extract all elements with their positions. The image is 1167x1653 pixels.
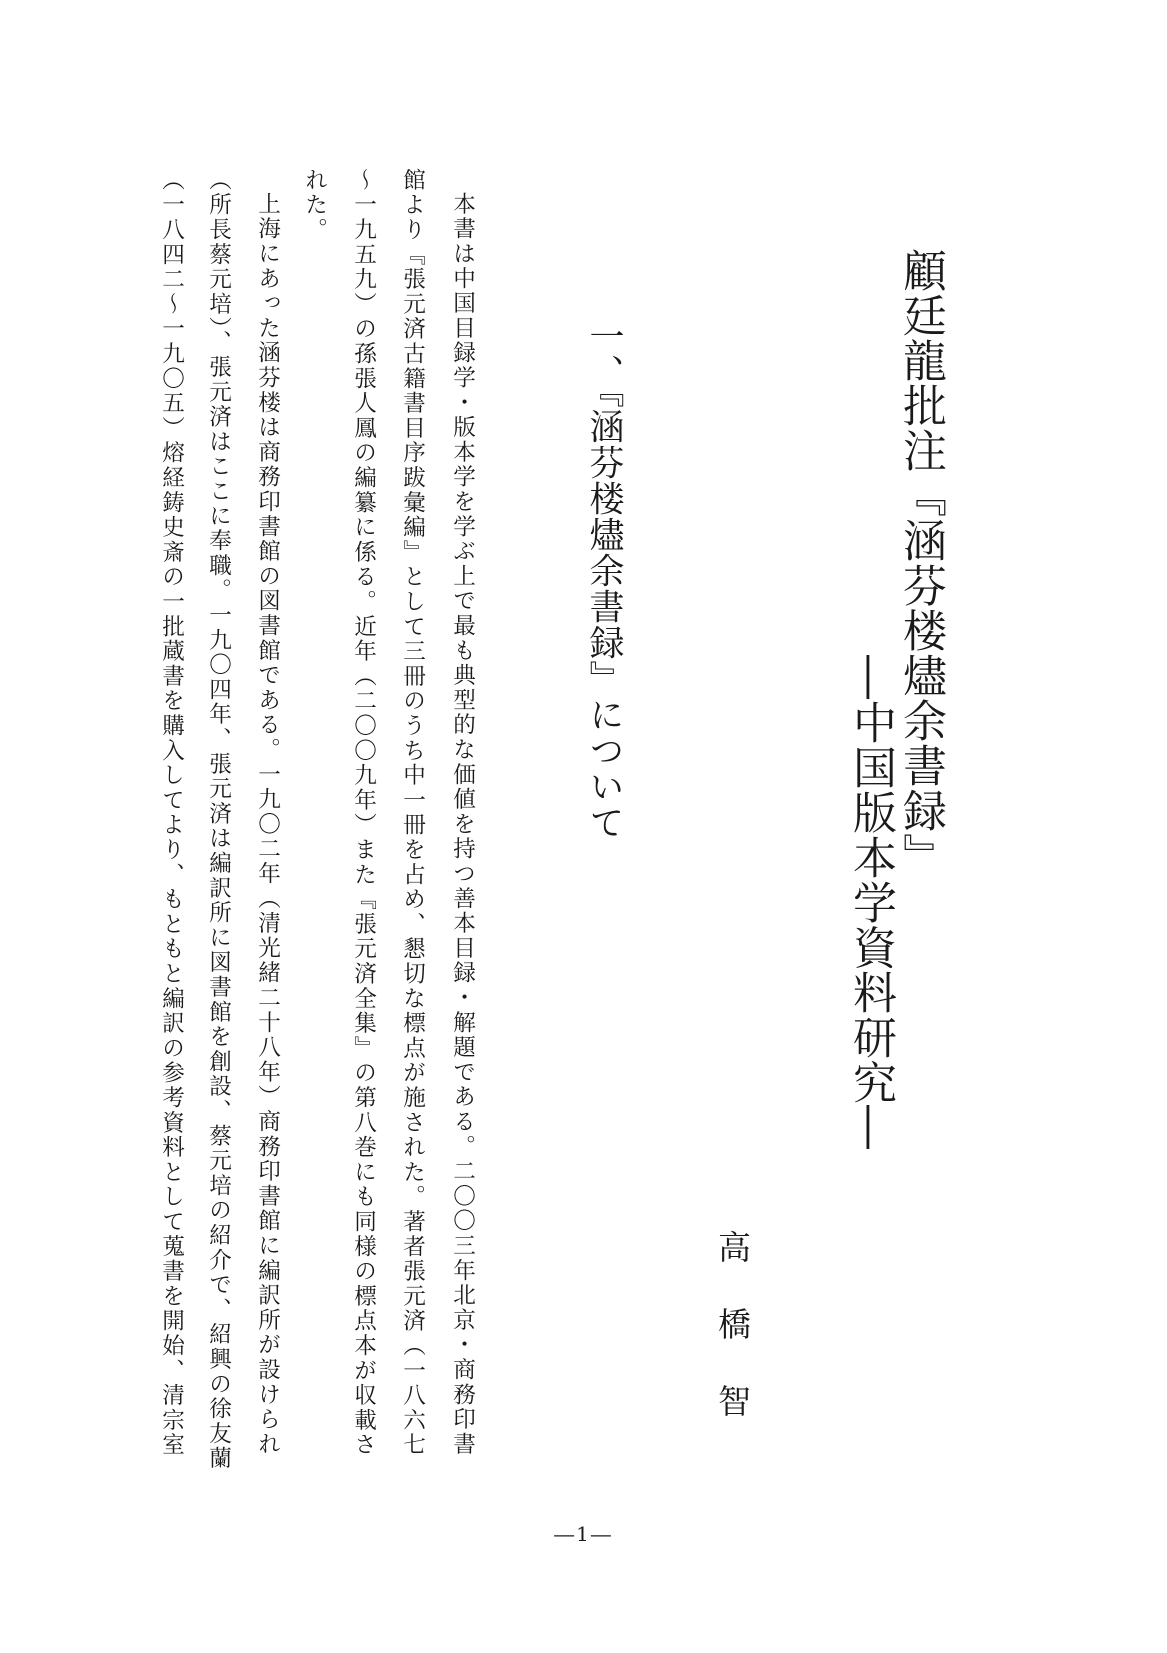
article-subtitle: ―中国版本学資料研究― bbox=[845, 655, 896, 1150]
body-line: （所長蔡元培）、張元済はここに奉職。一九〇四年、張元済は編訳所に図書館を創設、蔡元培の紹介で、紹興の徐友蘭 bbox=[205, 168, 232, 1472]
body-line: ～一九五九）の孫張人鳳の編纂に係る。近年（二〇〇九年）また『張元済全集』の第八巻にも同様の標点本が収載さ bbox=[350, 168, 377, 1458]
author-name: 高橋智 bbox=[713, 1230, 752, 1461]
body-line: れた。 bbox=[301, 168, 328, 243]
body-line: 上海にあった涵芬楼は商務印書館の図書館である。一九〇二年（清光緒二十八年）商務印書館に編訳所が設けられ bbox=[254, 192, 281, 1457]
page-number: ―1― bbox=[554, 1522, 613, 1546]
body-line: （一八四二～一九〇五）熔経鋳史斎の一批蔵書を購入してより、もともと編訳の参考資料として蒐書を開始、清宗室 bbox=[158, 168, 185, 1458]
article-title: 顧廷龍批注『涵芬楼燼余書録』 bbox=[895, 248, 946, 878]
body-line: 本書は中国目録学・版本学を学ぶ上で最も典型的な価値を持つ善本目録・解題である。二〇〇三年北京・商務印書 bbox=[449, 192, 476, 1457]
section-heading: 一、『涵芬楼燼余書録』について bbox=[584, 318, 624, 841]
body-line: 館より『張元済古籍書目序跋彙編』として三冊のうち中一冊を占め、懇切な標点が施された。著者張元済（一八六七 bbox=[399, 168, 426, 1458]
